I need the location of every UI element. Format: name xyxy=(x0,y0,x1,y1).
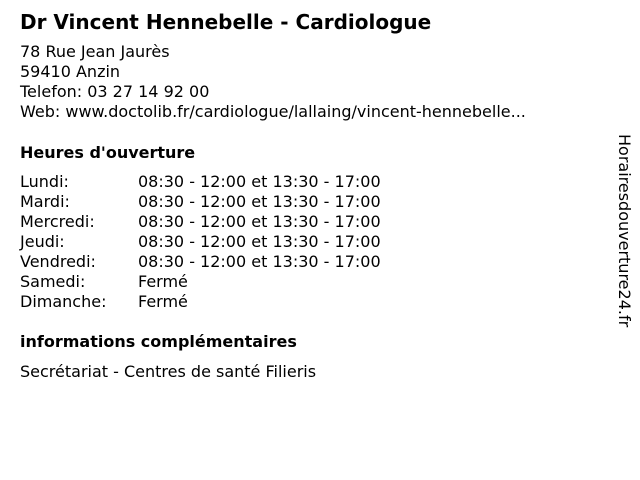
day-label: Samedi: xyxy=(20,272,86,291)
opening-hours: 08:30 - 12:00 et 13:30 - 17:00 xyxy=(138,192,381,211)
hours-row xyxy=(20,232,600,252)
opening-hours: 08:30 - 12:00 et 13:30 - 17:00 xyxy=(138,232,381,251)
address-city: 59410 Anzin xyxy=(20,62,121,81)
info-heading: informations complémentaires xyxy=(20,332,297,351)
opening-hours: 08:30 - 12:00 et 13:30 - 17:00 xyxy=(138,212,381,231)
day-label: Jeudi: xyxy=(20,232,65,251)
opening-hours: Fermé xyxy=(138,292,188,311)
hours-table xyxy=(20,172,600,312)
opening-hours: Fermé xyxy=(138,272,188,291)
address-street: 78 Rue Jean Jaurès xyxy=(20,42,170,61)
hours-row xyxy=(20,212,600,232)
day-label: Vendredi: xyxy=(20,252,96,271)
hours-heading: Heures d'ouverture xyxy=(20,143,196,162)
info-text: Secrétariat - Centres de santé Filieris xyxy=(20,362,317,381)
day-label: Mardi: xyxy=(20,192,70,211)
website-link: Web: www.doctolib.fr/cardiologue/lallaing/vincent-hennebelle... xyxy=(20,102,526,121)
opening-hours: 08:30 - 12:00 et 13:30 - 17:00 xyxy=(138,172,381,191)
hours-row xyxy=(20,252,600,272)
listing-card xyxy=(20,8,600,382)
hours-row xyxy=(20,172,600,192)
phone-number: Telefon: 03 27 14 92 00 xyxy=(20,82,210,101)
hours-row xyxy=(20,192,600,212)
day-label: Lundi: xyxy=(20,172,69,191)
site-watermark: Horairesdouverture24.fr xyxy=(615,134,634,328)
page-title: Dr Vincent Hennebelle - Cardiologue xyxy=(20,10,432,34)
opening-hours: 08:30 - 12:00 et 13:30 - 17:00 xyxy=(138,252,381,271)
hours-row xyxy=(20,292,600,312)
day-label: Mercredi: xyxy=(20,212,95,231)
hours-row xyxy=(20,272,600,292)
day-label: Dimanche: xyxy=(20,292,107,311)
